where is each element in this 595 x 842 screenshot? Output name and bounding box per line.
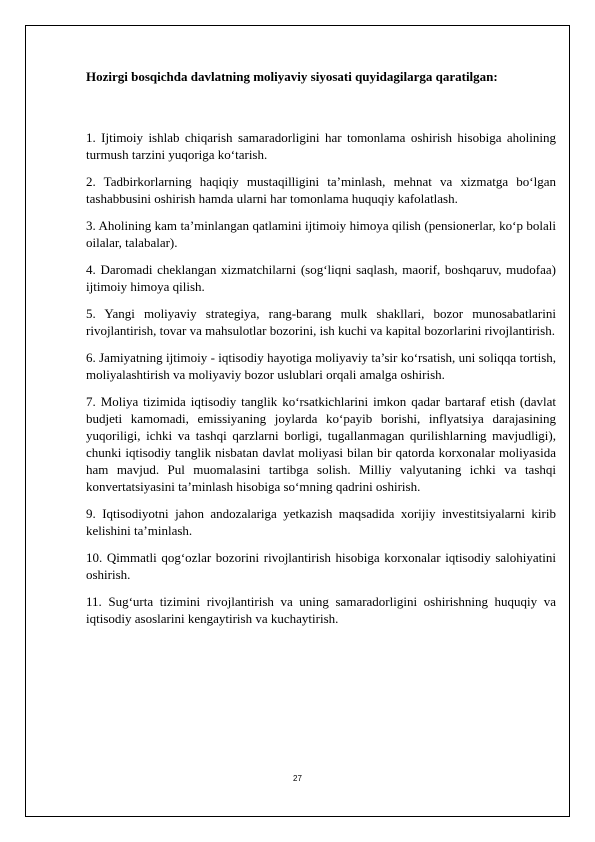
list-item <box>86 129 556 163</box>
list-item <box>86 217 556 251</box>
page-number: 27 <box>293 774 302 783</box>
list-item <box>86 505 556 539</box>
list-item-text: 10. Qimmatli qog‘ozlar bozorini rivojlantirish hisobiga korxonalar iqtisodiy salohiyatini oshirish. <box>86 550 556 582</box>
list-item <box>86 549 556 583</box>
list-item <box>86 261 556 295</box>
list-item-text: 5. Yangi moliyaviy strategiya, rang-barang mulk shakllari, bozor munosabatlarini rivojlantirish, tovar va mahsulotlar bozorini, ish kuchi va kapital bozorlarini rivojlantirish. <box>86 306 556 338</box>
list-item-text: 1. Ijtimoiy ishlab chiqarish samaradorligini har tomonlama oshirish hisobiga aholining turmush tarzini yuqoriga ko‘tarish. <box>86 130 556 162</box>
section-heading: Hozirgi bosqichda davlatning moliyaviy siyosati quyidagilarga qaratilgan: <box>86 69 498 84</box>
list-item-text: 7. Moliya tizimida iqtisodiy tanglik ko‘rsatkichlarini imkon qadar bartaraf etish (davlat budjeti kamomadi, emissiyaning joylarda ko‘payib borishi, inflyatsiya darajasining yuqoriligi, ichki va tashqi qarzlarni borligi, tugallanmagan qurilishlarning mavjudligi), chunki iqtisodiy tanglik nisbatan davlat moliyasi bilan bir qatorda korxonalar moliyasida ham mavjud. Pul muomalasini tartibga solish. Milliy valyutaning ichki va tashqi konvertatsiyasini ta’minlash hisobiga so‘mning qadrini oshirish. <box>86 394 556 494</box>
list-item-text: 11. Sug‘urta tizimini rivojlantirish va uning samaradorligini oshirishning huquqiy va iqtisodiy asoslarini kengaytirish va kuchaytirish. <box>86 594 556 626</box>
list-item-text: 4. Daromadi cheklangan xizmatchilarni (sog‘liqni saqlash, maorif, boshqaruv, mudofaa) ijtimoiy himoya qilish. <box>86 262 556 294</box>
list-item <box>86 393 556 495</box>
list-item-text: 9. Iqtisodiyotni jahon andozalariga yetkazish maqsadida xorijiy investitsiyalarni kirib kelishini ta’minlash. <box>86 506 556 538</box>
list-item-text: 3. Aholining kam ta’minlangan qatlamini ijtimoiy himoya qilish (pensionerlar, ko‘p bolali oilalar, talabalar). <box>86 218 556 250</box>
list-item <box>86 593 556 627</box>
list-item <box>86 349 556 383</box>
document-body <box>86 68 556 637</box>
list-item-text: 6. Jamiyatning ijtimoiy - iqtisodiy hayotiga moliyaviy ta’sir ko‘rsatish, uni soliqqa tortish, moliyalashtirish va moliyaviy bozor uslublari orqali amalga oshirish. <box>86 350 556 382</box>
list-item <box>86 173 556 207</box>
list-item <box>86 305 556 339</box>
list-item-text: 2. Tadbirkorlarning haqiqiy mustaqilligini ta’minlash, mehnat va xizmatga bo‘lgan tashabbusini oshirish hamda ularni har tomonlama huquqiy kafolatlash. <box>86 174 556 206</box>
